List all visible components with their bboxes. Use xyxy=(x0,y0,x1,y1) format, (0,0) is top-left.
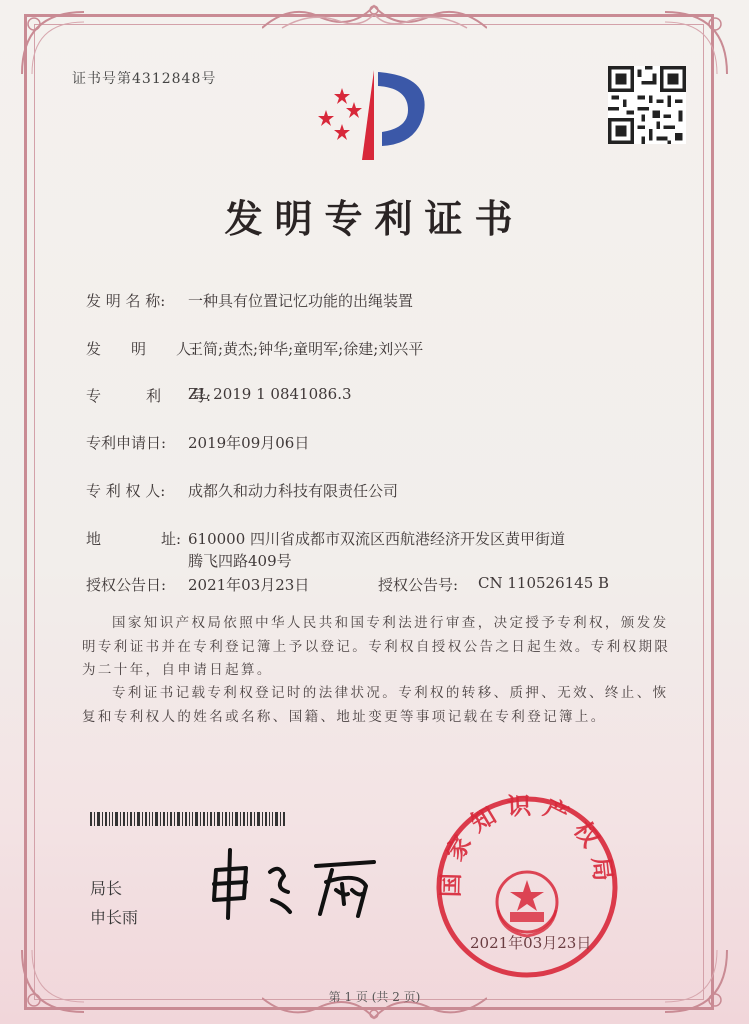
corner-ornament-icon xyxy=(18,946,88,1016)
grant-number-label: 授权公告号: xyxy=(378,576,459,594)
barcode-icon xyxy=(90,812,286,826)
corner-ornament-icon xyxy=(661,946,731,1016)
grant-date-label: 授权公告日: xyxy=(86,576,167,594)
signatory-name: 申长雨 xyxy=(90,908,139,927)
filing-date-label: 专利申请日: xyxy=(86,434,167,452)
address-value-line1: 610000 四川省成都市双流区西航港经济开发区黄甲街道 xyxy=(188,530,566,548)
page-number: 第 1 页 (共 2 页) xyxy=(328,990,421,1004)
invention-name-label: 发 明 名 称: xyxy=(86,292,166,310)
filing-date-value: 2019年09月06日 xyxy=(188,434,310,452)
certificate-number: 证书号第4312848号 xyxy=(72,71,217,87)
handwritten-signature-icon xyxy=(198,842,398,922)
invention-name-value: 一种具有位置记忆功能的出绳装置 xyxy=(188,292,414,310)
top-ornament-icon xyxy=(262,0,487,30)
grant-number-value: CN 110526145 B xyxy=(478,574,610,592)
official-seal-icon xyxy=(432,792,622,982)
cnipa-logo-icon xyxy=(312,66,436,164)
inventors-label: 发 明 人: xyxy=(86,340,197,358)
patentee-value: 成都久和动力科技有限责任公司 xyxy=(188,482,399,500)
qr-code-icon xyxy=(608,66,686,144)
page-title: 发明专利证书 xyxy=(224,196,525,241)
patent-number-label: 专 利 号: xyxy=(86,387,212,405)
address-value-line2: 腾飞四路409号 xyxy=(188,552,292,570)
seal-date: 2021年03月23日 xyxy=(470,934,592,952)
body-paragraph: 国家知识产权局依照中华人民共和国专利法进行审查，决定授予专利权，颁发发明专利证书并在专利登记簿上予以登记。专利权自授权公告之日起生效。专利权期限为二十年，自申请日起算。 xyxy=(82,615,671,678)
inventors-value: 王简;黄杰;钟华;童明军;徐建;刘兴平 xyxy=(188,340,424,358)
grant-date-value: 2021年03月23日 xyxy=(188,576,310,594)
patent-number-value: ZL 2019 1 0841086.3 xyxy=(188,385,352,403)
signatory-title: 局长 xyxy=(90,879,123,898)
patentee-label: 专 利 权 人: xyxy=(86,482,166,500)
body-paragraph: 专利证书记载专利权登记时的法律状况。专利权的转移、质押、无效、终止、恢复和专利权人的姓名或名称、国籍、地址变更等事项记载在专利登记簿上。 xyxy=(82,685,669,725)
svg-text:国家知识产权局: 国家知识产权局 xyxy=(435,792,620,898)
address-label: 地 址: xyxy=(86,530,182,548)
